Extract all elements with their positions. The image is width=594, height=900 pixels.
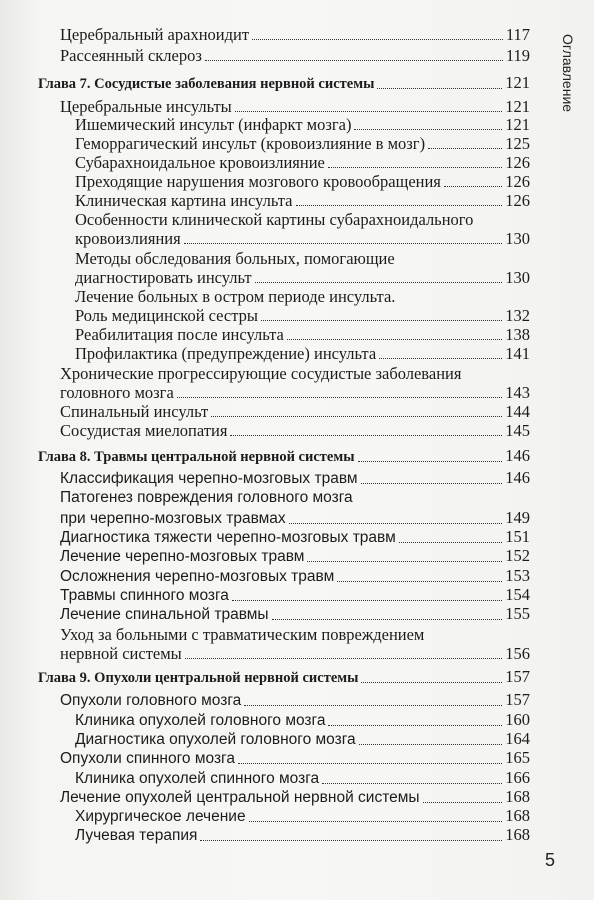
toc-entry-line: Особенности клинической картины субарахноидального	[75, 210, 474, 229]
toc-entry: нервной системы 156	[60, 644, 530, 663]
toc-entry-line: Лечение больных в остром периоде инсульта.	[75, 287, 396, 306]
running-header: Оглавление	[560, 34, 576, 113]
toc-entry: Церебральный арахноидит 117	[60, 25, 530, 44]
toc-entry: головного мозга 143	[60, 383, 530, 402]
toc-entry-line: Хронические прогрессирующие сосудистые заболевания	[60, 364, 462, 383]
toc-entry: Роль медицинской сестры 132	[75, 306, 530, 325]
toc-entry: Классификация черепно-мозговых травм 146	[60, 468, 530, 487]
toc-entry: Травмы спинного мозга 154	[60, 585, 530, 604]
page-number: 5	[545, 850, 556, 870]
toc-entry: кровоизлияния 130	[75, 229, 530, 248]
toc-entry: Осложнения черепно-мозговых травм 153	[60, 566, 530, 585]
toc-entry: Рассеянный склероз 119	[60, 46, 530, 65]
toc-entry: Профилактика (предупреждение) инсульта 141	[75, 344, 530, 363]
toc-entry: Лучевая терапия 168	[75, 825, 530, 844]
toc-entry: Опухоли спинного мозга 165	[60, 748, 530, 767]
toc-chapter-9: Глава 9. Опухоли центральной нервной системы 157	[38, 667, 530, 686]
toc-entry: Реабилитация после инсульта 138	[75, 325, 530, 344]
toc-chapter-7: Глава 7. Сосудистые заболевания нервной системы 121	[38, 73, 530, 92]
toc-entry: Клиника опухолей спинного мозга 166	[75, 768, 530, 787]
toc-entry: Церебральные инсульты 121	[60, 97, 530, 116]
toc-entry: Спинальный инсульт 144	[60, 402, 530, 421]
toc-chapter-8: Глава 8. Травмы центральной нервной системы 146	[38, 446, 530, 465]
toc-entry-line: Патогенез повреждения головного мозга	[60, 489, 353, 506]
toc-entry: Ишемический инсульт (инфаркт мозга) 121	[75, 115, 530, 134]
toc-entry: Клиническая картина инсульта 126	[75, 191, 530, 210]
toc-entry: Диагностика опухолей головного мозга 164	[75, 729, 530, 748]
toc-entry: Хирургическое лечение 168	[75, 806, 530, 825]
toc-entry: Лечение опухолей центральной нервной системы 168	[60, 787, 530, 806]
toc-entry: при черепно-мозговых травмах 149	[60, 508, 530, 527]
toc-entry: Сосудистая миелопатия 145	[60, 421, 530, 440]
toc-entry: Диагностика тяжести черепно-мозговых травм 151	[60, 527, 530, 546]
toc-entry: Субарахноидальное кровоизлияние 126	[75, 153, 530, 172]
toc-entry: Преходящие нарушения мозгового кровообращения 126	[75, 172, 530, 191]
toc-entry: Клиника опухолей головного мозга 160	[75, 710, 530, 729]
toc-entry-line: Уход за больными с травматическим повреждением	[60, 625, 425, 644]
toc-entry-line: Методы обследования больных, помогающие	[75, 249, 395, 268]
toc-entry: Опухоли головного мозга 157	[60, 690, 530, 709]
toc-entry: диагностировать инсульт 130	[75, 268, 530, 287]
toc-entry: Геморрагический инсульт (кровоизлияние в мозг) 125	[75, 134, 530, 153]
toc-entry: Лечение спинальной травмы 155	[60, 604, 530, 623]
toc-entry: Лечение черепно-мозговых травм 152	[60, 546, 530, 565]
